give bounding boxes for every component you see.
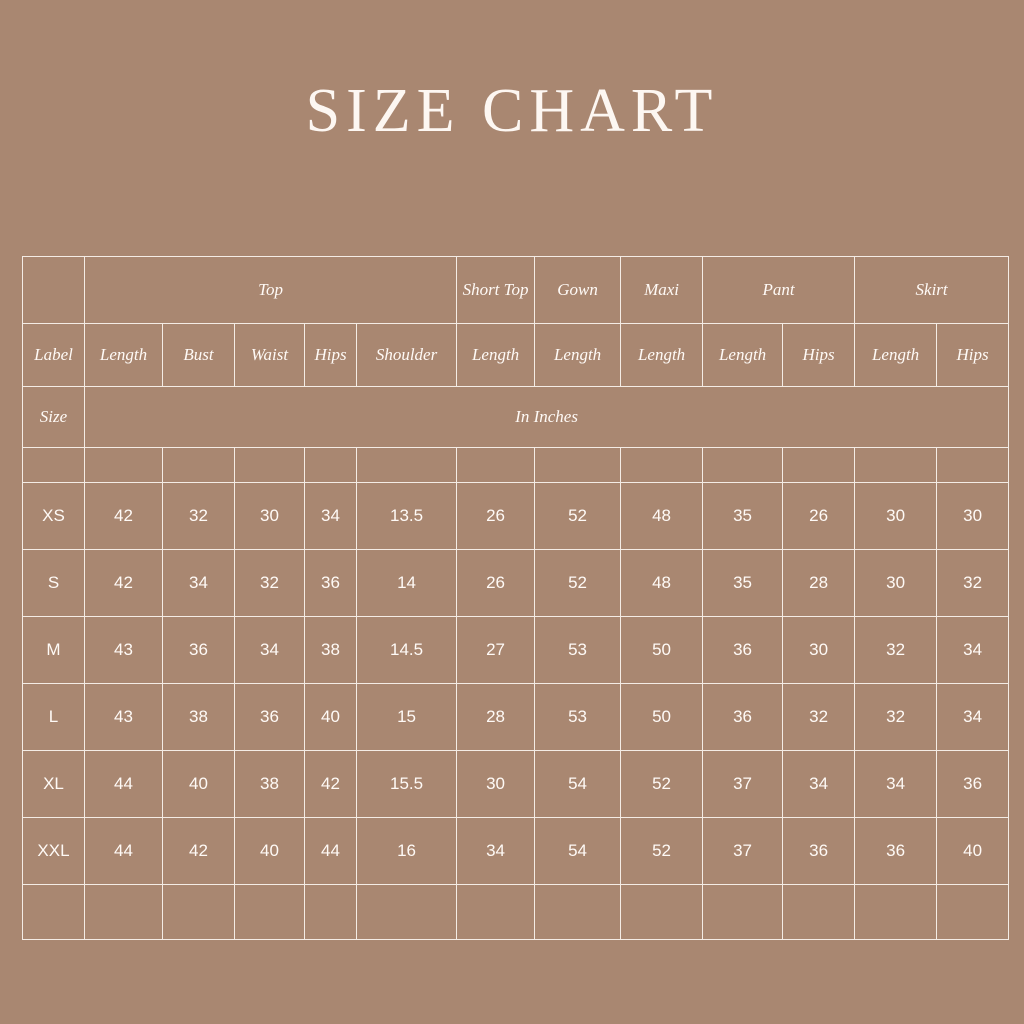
cell-maxi-length: 50 (621, 617, 703, 684)
cell-top-hips: 36 (305, 550, 357, 617)
column-header-top-shoulder: Shoulder (357, 324, 457, 387)
table-bottom-pad-row (23, 885, 1009, 940)
cell-top-bust: 36 (163, 617, 235, 684)
cell-top-hips: 44 (305, 818, 357, 885)
bottom-pad-cell (357, 885, 457, 940)
unit-row (23, 387, 1009, 448)
bottom-pad-cell (23, 885, 85, 940)
cell-top-waist: 40 (235, 818, 305, 885)
spacer-cell (23, 448, 85, 483)
cell-maxi-length: 48 (621, 483, 703, 550)
bottom-pad-cell (163, 885, 235, 940)
table-row (23, 684, 1009, 751)
row-size-label: M (23, 617, 85, 684)
cell-pant-hips: 28 (783, 550, 855, 617)
spacer-cell (235, 448, 305, 483)
group-header-skirt: Skirt (855, 257, 1009, 324)
cell-top-hips: 34 (305, 483, 357, 550)
cell-pant-length: 37 (703, 751, 783, 818)
spacer-cell (163, 448, 235, 483)
cell-top-waist: 36 (235, 684, 305, 751)
spacer-cell (535, 448, 621, 483)
spacer-cell (457, 448, 535, 483)
bottom-pad-cell (305, 885, 357, 940)
cell-maxi-length: 52 (621, 751, 703, 818)
cell-gown-length: 52 (535, 550, 621, 617)
group-header-short-top: Short Top (457, 257, 535, 324)
cell-top-length: 42 (85, 483, 163, 550)
bottom-pad-cell (703, 885, 783, 940)
column-header-skirt-hips: Hips (937, 324, 1009, 387)
table-row (23, 483, 1009, 550)
cell-top-hips: 38 (305, 617, 357, 684)
cell-maxi-length: 50 (621, 684, 703, 751)
cell-pant-length: 36 (703, 617, 783, 684)
cell-gown-length: 54 (535, 751, 621, 818)
table-row (23, 751, 1009, 818)
spacer-cell (305, 448, 357, 483)
cell-skirt-length: 30 (855, 550, 937, 617)
cell-pant-hips: 32 (783, 684, 855, 751)
group-header-maxi: Maxi (621, 257, 703, 324)
cell-skirt-length: 32 (855, 617, 937, 684)
cell-top-length: 44 (85, 751, 163, 818)
column-header-top-waist: Waist (235, 324, 305, 387)
bottom-pad-cell (855, 885, 937, 940)
cell-top-waist: 32 (235, 550, 305, 617)
group-header-pant: Pant (703, 257, 855, 324)
group-header-row (23, 257, 1009, 324)
cell-skirt-length: 36 (855, 818, 937, 885)
column-header-top-bust: Bust (163, 324, 235, 387)
cell-top-bust: 34 (163, 550, 235, 617)
cell-gown-length: 54 (535, 818, 621, 885)
column-header-short-top-length: Length (457, 324, 535, 387)
column-header-pant-hips: Hips (783, 324, 855, 387)
column-header-pant-length: Length (703, 324, 783, 387)
spacer-cell (357, 448, 457, 483)
column-header-skirt-length: Length (855, 324, 937, 387)
cell-top-waist: 38 (235, 751, 305, 818)
table-row (23, 617, 1009, 684)
cell-maxi-length: 52 (621, 818, 703, 885)
cell-short-top-length: 26 (457, 483, 535, 550)
cell-short-top-length: 27 (457, 617, 535, 684)
unit-row-label: Size (23, 387, 85, 448)
column-header-gown-length: Length (535, 324, 621, 387)
cell-skirt-length: 30 (855, 483, 937, 550)
cell-skirt-hips: 34 (937, 617, 1009, 684)
spacer-cell (85, 448, 163, 483)
bottom-pad-cell (457, 885, 535, 940)
group-header-empty (23, 257, 85, 324)
row-size-label: L (23, 684, 85, 751)
cell-pant-hips: 36 (783, 818, 855, 885)
cell-pant-length: 37 (703, 818, 783, 885)
page-title: SIZE CHART (305, 77, 719, 145)
spacer-cell (621, 448, 703, 483)
cell-skirt-hips: 34 (937, 684, 1009, 751)
column-header-maxi-length: Length (621, 324, 703, 387)
bottom-pad-cell (535, 885, 621, 940)
cell-top-length: 44 (85, 818, 163, 885)
row-size-label: XL (23, 751, 85, 818)
group-header-top: Top (85, 257, 457, 324)
column-header-top-hips: Hips (305, 324, 357, 387)
cell-skirt-hips: 30 (937, 483, 1009, 550)
cell-top-length: 43 (85, 684, 163, 751)
cell-top-shoulder: 13.5 (357, 483, 457, 550)
cell-top-length: 42 (85, 550, 163, 617)
cell-top-bust: 38 (163, 684, 235, 751)
cell-top-length: 43 (85, 617, 163, 684)
cell-top-hips: 40 (305, 684, 357, 751)
group-header-gown: Gown (535, 257, 621, 324)
cell-top-hips: 42 (305, 751, 357, 818)
cell-short-top-length: 30 (457, 751, 535, 818)
spacer-cell (783, 448, 855, 483)
spacer-cell (937, 448, 1009, 483)
cell-skirt-hips: 40 (937, 818, 1009, 885)
spacer-cell (703, 448, 783, 483)
column-header-row (23, 324, 1009, 387)
bottom-pad-cell (235, 885, 305, 940)
cell-top-waist: 34 (235, 617, 305, 684)
cell-skirt-length: 32 (855, 684, 937, 751)
cell-top-bust: 42 (163, 818, 235, 885)
cell-top-shoulder: 15.5 (357, 751, 457, 818)
bottom-pad-cell (621, 885, 703, 940)
bottom-pad-cell (85, 885, 163, 940)
unit-row-text: In Inches (85, 387, 1009, 448)
cell-top-shoulder: 14.5 (357, 617, 457, 684)
cell-top-shoulder: 16 (357, 818, 457, 885)
size-chart-table-wrap (22, 256, 1002, 940)
cell-skirt-length: 34 (855, 751, 937, 818)
bottom-pad-cell (937, 885, 1009, 940)
cell-gown-length: 53 (535, 617, 621, 684)
table-row (23, 818, 1009, 885)
cell-pant-length: 35 (703, 550, 783, 617)
spacer-cell (855, 448, 937, 483)
cell-top-bust: 40 (163, 751, 235, 818)
cell-skirt-hips: 36 (937, 751, 1009, 818)
cell-top-bust: 32 (163, 483, 235, 550)
row-size-label: XXL (23, 818, 85, 885)
cell-pant-hips: 34 (783, 751, 855, 818)
column-header-label: Label (23, 324, 85, 387)
table-row (23, 550, 1009, 617)
cell-pant-length: 36 (703, 684, 783, 751)
cell-maxi-length: 48 (621, 550, 703, 617)
row-size-label: S (23, 550, 85, 617)
cell-short-top-length: 26 (457, 550, 535, 617)
cell-skirt-hips: 32 (937, 550, 1009, 617)
size-chart-table (22, 256, 1009, 940)
cell-top-waist: 30 (235, 483, 305, 550)
cell-gown-length: 52 (535, 483, 621, 550)
cell-gown-length: 53 (535, 684, 621, 751)
row-size-label: XS (23, 483, 85, 550)
cell-pant-hips: 30 (783, 617, 855, 684)
bottom-pad-cell (783, 885, 855, 940)
table-spacer-row (23, 448, 1009, 483)
cell-top-shoulder: 14 (357, 550, 457, 617)
cell-pant-hips: 26 (783, 483, 855, 550)
cell-pant-length: 35 (703, 483, 783, 550)
column-header-top-length: Length (85, 324, 163, 387)
cell-short-top-length: 34 (457, 818, 535, 885)
cell-top-shoulder: 15 (357, 684, 457, 751)
cell-short-top-length: 28 (457, 684, 535, 751)
